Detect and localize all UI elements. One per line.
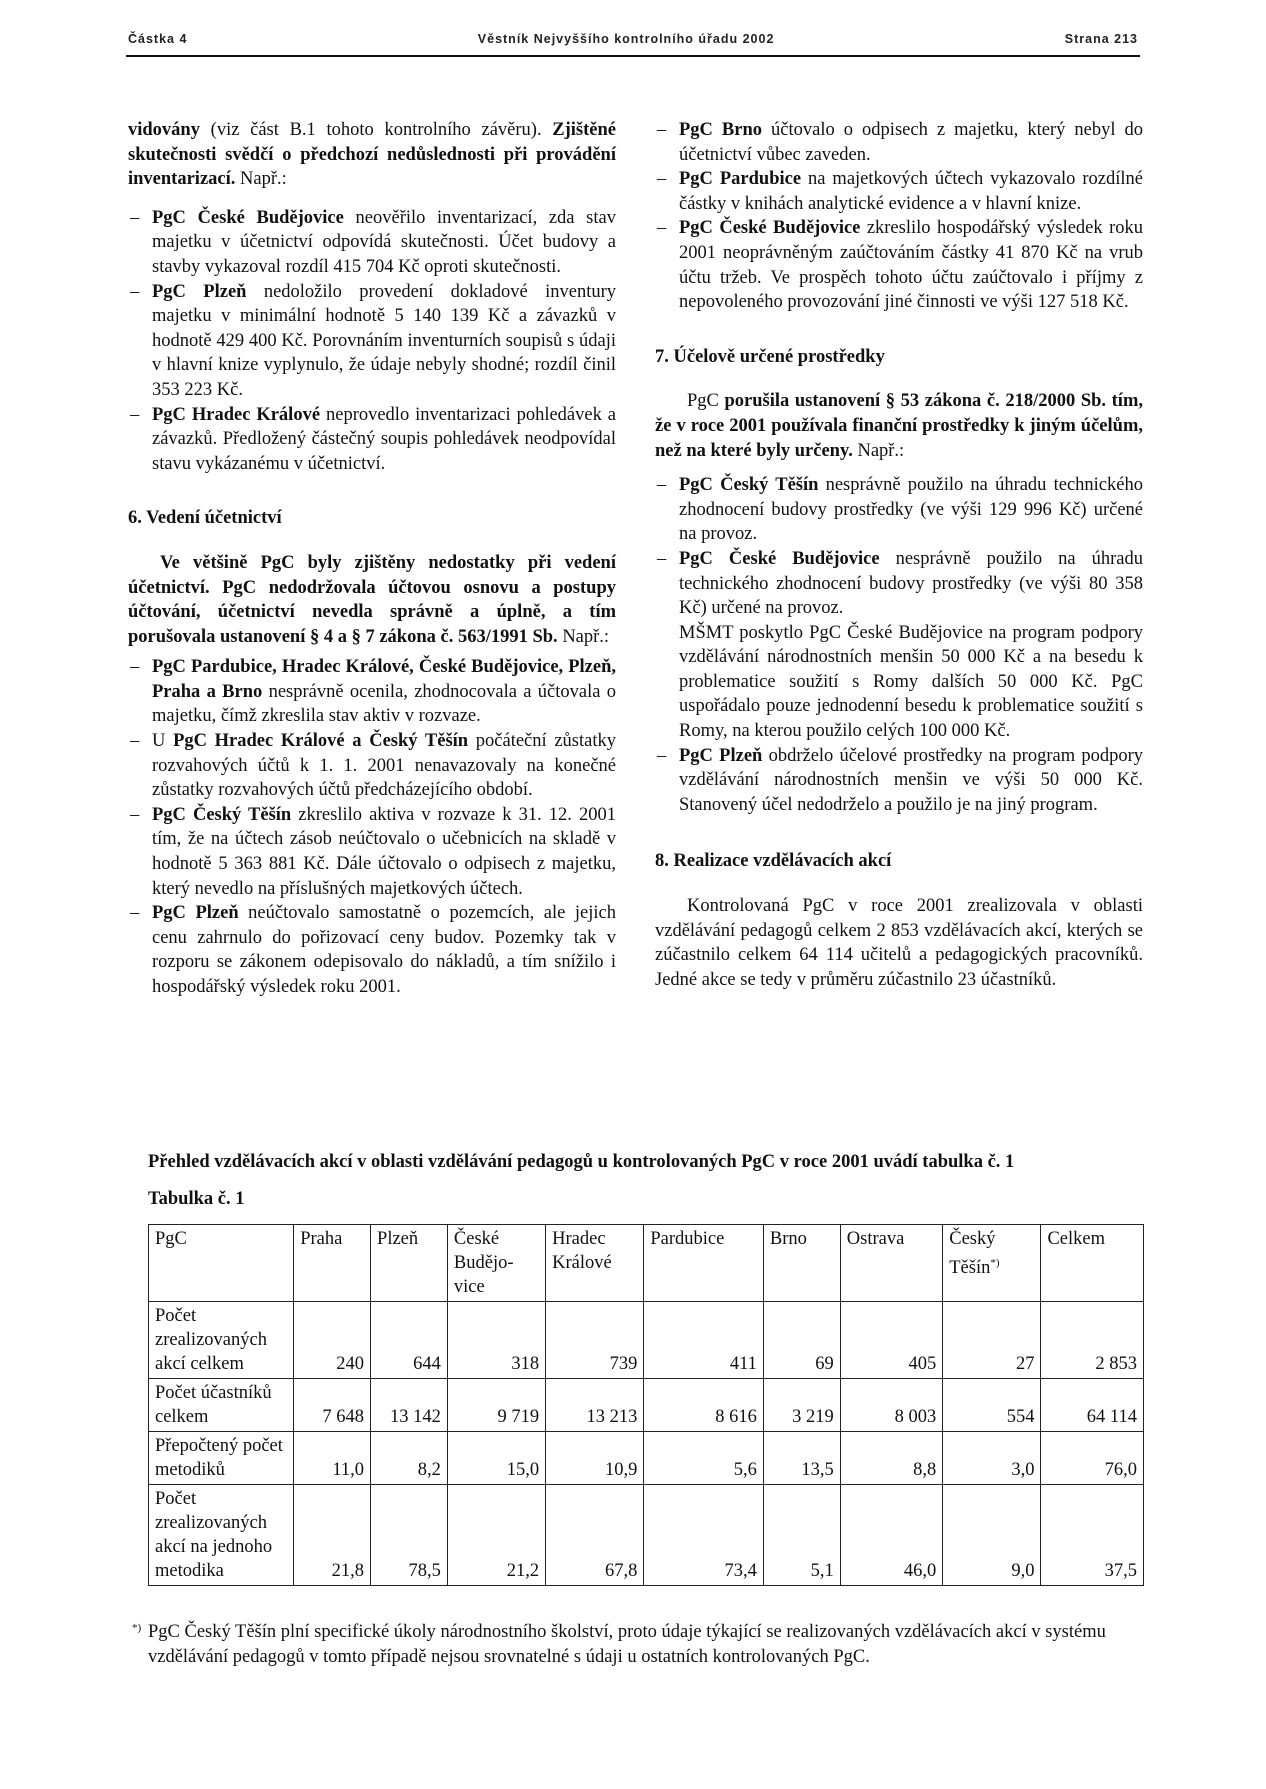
footnote-marker: *)	[132, 1622, 142, 1634]
section-7-tail: Např.:	[852, 440, 905, 461]
item-text: na majetkových účtech vykazovalo rozdílné částky v knihách analytické evidence a v hlavní knize.	[679, 169, 1143, 214]
column-header: Ostrava	[840, 1225, 942, 1302]
inventory-findings-list	[128, 206, 616, 477]
table-cell: 5,6	[644, 1432, 764, 1485]
table-cell: 21,8	[294, 1485, 371, 1586]
table-cell: 78,5	[371, 1485, 448, 1586]
table-cell: 405	[840, 1302, 942, 1379]
section-6-tail: Např.:	[557, 626, 610, 647]
column-header-text: Český Těšín	[949, 1229, 996, 1279]
training-events-table	[148, 1224, 1144, 1586]
column-header: Praha	[294, 1225, 371, 1302]
item-subject: PgC Český Těšín	[152, 804, 292, 825]
list-item	[655, 118, 1143, 167]
table-cell: 27	[943, 1302, 1041, 1379]
table-cell: 411	[644, 1302, 764, 1379]
table-cell: 15,0	[447, 1432, 545, 1485]
table-cell: 5,1	[763, 1485, 840, 1586]
header-divider	[126, 55, 1140, 57]
item-subject: PgC Pardubice, Hradec Králové, České Budějovice, Plzeň, Praha a Brno	[152, 657, 616, 702]
item-subject: PgC České Budějovice	[152, 207, 344, 228]
section-7-heading: 7. Účelově určené prostředky	[655, 346, 885, 367]
list-item	[128, 403, 616, 477]
table-cell: 73,4	[644, 1485, 764, 1586]
table-cell: 554	[943, 1379, 1041, 1432]
list-item	[655, 167, 1143, 216]
section-7-intro: PgC	[687, 391, 725, 412]
table-cell: 64 114	[1041, 1379, 1144, 1432]
table-cell: 13 142	[371, 1379, 448, 1432]
table-cell: 46,0	[840, 1485, 942, 1586]
table-cell: 2 853	[1041, 1302, 1144, 1379]
item-subject: PgC Český Těšín	[679, 475, 819, 496]
table-cell: 21,2	[447, 1485, 545, 1586]
footnote-marker: *)	[990, 1257, 1000, 1269]
section-6-paragraph	[128, 551, 616, 649]
item-subject: PgC Plzeň	[152, 903, 239, 924]
list-item	[655, 473, 1143, 547]
section-6-bold: Ve většině PgC byly zjištěny nedostatky při vedení účetnictví. PgC nedodržovala účtovou osnovu a postupy účtování, účetnictví nevedla správně a úplně, a tím porušovala ustanovení § 4 a § 7 zákona č. 563/1991 Sb.	[128, 552, 616, 647]
table-summary-line: Přehled vzdělávacích akcí v oblasti vzdělávání pedagogů u kontrolovaných PgC v roce 2001 uvádí tabulka č. 1	[148, 1152, 1015, 1172]
left-column	[128, 118, 616, 1000]
accounting-findings-continued-list	[655, 118, 1143, 315]
table-row	[149, 1302, 1144, 1379]
earmarked-funds-list	[655, 473, 1143, 621]
item-prefix: U	[152, 731, 174, 752]
table-cell: 9,0	[943, 1485, 1041, 1586]
column-header: Brno	[763, 1225, 840, 1302]
item-subject: PgC České Budějovice	[679, 218, 861, 239]
table-cell: 37,5	[1041, 1485, 1144, 1586]
list-item	[128, 901, 616, 999]
list-item	[655, 744, 1143, 818]
item-text: neověřilo inventarizací, zda stav majetku v účetnictví odpovídá skutečnosti. Účet budovy a stavby vykazoval rozdíl 415 704 Kč oproti skutečnosti.	[152, 207, 616, 277]
item-subject: PgC Brno	[679, 120, 763, 140]
section-6-heading: 6. Vedení účetnictví	[128, 508, 282, 529]
table-header-row	[149, 1225, 1144, 1302]
column-header: České Budějo-vice	[447, 1225, 545, 1302]
intro-tail: Např.:	[235, 169, 287, 190]
item-subject: PgC Plzeň	[679, 745, 763, 766]
table-cell: 8,2	[371, 1432, 448, 1485]
table-cell: 69	[763, 1302, 840, 1379]
table-row	[149, 1485, 1144, 1586]
table-cell: 7 648	[294, 1379, 371, 1432]
list-item	[655, 547, 1143, 621]
table-footnote	[132, 1620, 1138, 1669]
header-journal-title: Věstník Nejvyššího kontrolního úřadu 2002	[477, 32, 775, 46]
item-subject: PgC Hradec Králové	[152, 404, 321, 425]
table-cell: 3 219	[763, 1379, 840, 1432]
section-8-heading: 8. Realizace vzdělávacích akcí	[655, 851, 892, 872]
table-cell: 13,5	[763, 1432, 840, 1485]
header-issue: Částka 4	[128, 32, 188, 46]
row-label: Počet zrealizovaných akcí na jednoho metodika	[149, 1485, 294, 1586]
row-label: Počet účastníků celkem	[149, 1379, 294, 1432]
table-cell: 67,8	[546, 1485, 644, 1586]
item-text: nesprávně použilo na úhradu technického zhodnocení budovy prostředky (ve výši 80 358 Kč) určené na provoz.	[679, 548, 1143, 619]
running-header	[128, 32, 1138, 46]
msmt-paragraph: MŠMT poskytlo PgC České Budějovice na program podpory vzdělávání národnostních menšin 50 000 Kč a na besedu k problematice soužití s Romy dalších 50 000 Kč. PgC uspořádalo pouze jednodenní besedu k problematice soužití s Romy, na kterou použilo celých 100 000 Kč.	[679, 622, 1143, 742]
right-column	[655, 118, 1143, 992]
list-item	[128, 729, 616, 803]
earmarked-funds-list-continued	[655, 744, 1143, 818]
footnote-text: PgC Český Těšín plní specifické úkoly národnostního školství, proto údaje týkající se realizovaných vzdělávacích akcí v systému vzdělávání pedagogů v tomto případě nejsou srovnatelné s údaji u ostatních kontrolovaných PgC.	[148, 1622, 1106, 1667]
item-text: nedoložilo provedení dokladové inventury majetku v minimální hodnotě 5 140 139 Kč a závazků v hodnotě 429 400 Kč. Porovnáním inventurních soupisů s údaji v hlavní knize vyplynulo, že údaje nebyly shodné; rozdíl činil 353 223 Kč.	[152, 281, 617, 400]
item-text: počáteční zůstatky rozvahových účtů k 1. 1. 2001 nenavazovaly na konečné zůstatky rozvahových účtů předcházejícího období.	[152, 731, 616, 801]
item-subject: PgC Hradec Králové a Český Těšín	[173, 731, 469, 752]
column-header: Plzeň	[371, 1225, 448, 1302]
row-label: Počet zrealizovaných akcí celkem	[149, 1302, 294, 1379]
table-cell: 76,0	[1041, 1432, 1144, 1485]
table-label: Tabulka č. 1	[148, 1189, 245, 1209]
accounting-findings-list	[128, 655, 616, 999]
column-header: Celkem	[1041, 1225, 1144, 1302]
table-cell: 8 616	[644, 1379, 764, 1432]
list-item	[128, 803, 616, 901]
row-label: Přepočtený počet metodiků	[149, 1432, 294, 1485]
list-item	[128, 206, 616, 280]
table-cell: 8 003	[840, 1379, 942, 1432]
table-cell: 8,8	[840, 1432, 942, 1485]
item-subject: PgC Pardubice	[679, 169, 802, 190]
table-body	[149, 1302, 1144, 1586]
item-text: účtovalo o odpisech z majetku, který nebyl do účetnictví vůbec zaveden.	[679, 120, 1143, 165]
item-text: neúčtovalo samostatně o pozemcích, ale jejich cenu zahrnulo do pořizovací ceny budov. Pozemky tak v rozporu se zákonem odepisovalo do nákladů, a tím snížilo i hospodářský výsledek roku 2001.	[152, 903, 616, 997]
list-item	[655, 216, 1143, 314]
column-header: PgC	[149, 1225, 294, 1302]
table-cell: 10,9	[546, 1432, 644, 1485]
column-header	[943, 1225, 1041, 1302]
table-cell: 739	[546, 1302, 644, 1379]
table-row	[149, 1432, 1144, 1485]
item-subject: PgC České Budějovice	[679, 548, 880, 569]
item-subject: PgC Plzeň	[152, 281, 247, 302]
table-cell: 9 719	[447, 1379, 545, 1432]
table-cell: 318	[447, 1302, 545, 1379]
table-row	[149, 1379, 1144, 1432]
table-cell: 11,0	[294, 1432, 371, 1485]
section-7-paragraph	[655, 389, 1143, 463]
item-text: nesprávně použilo na úhradu technického zhodnocení budovy prostředky (ve výši 129 996 Kč) určené na provoz.	[679, 475, 1143, 545]
item-text: nesprávně ocenila, zhodnocovala a účtovala o majetku, čímž zkreslila stav aktiv v rozvaze.	[152, 681, 616, 727]
table-cell: 240	[294, 1302, 371, 1379]
intro-bold-finding: Zjištěné skutečnosti svědčí o předchozí nedůslednosti při provádění inventarizací.	[128, 120, 616, 190]
intro-bold-start: vidovány	[128, 120, 200, 140]
column-header: Pardubice	[644, 1225, 764, 1302]
table-cell: 3,0	[943, 1432, 1041, 1485]
item-text: obdrželo účelové prostředky na program podpory vzdělávání národnostních menšin ve výši 50 000 Kč. Stanovený účel nedodrželo a použilo je na jiný program.	[679, 745, 1144, 815]
item-text: zkreslilo hospodářský výsledek roku 2001 neoprávněným zaúčtováním částky 41 870 Kč na vrub účtu tržeb. Ve prospěch tohoto účtu zaúčtovalo i příjmy z nepovoleného provozování jiné činnosti ve výši 127 518 Kč.	[679, 218, 1143, 313]
column-header: Hradec Králové	[546, 1225, 644, 1302]
item-text: zkreslilo aktiva v rozvaze k 31. 12. 2001 tím, že na účtech zásob neúčtovalo o učebnicích na skladě v hodnotě 5 363 881 Kč. Dále účtovalo o odpisech z majetku, který nevedlo na příslušných majetkových účtech.	[152, 804, 616, 899]
item-text: neprovedlo inventarizaci pohledávek a závazků. Předložený částečný soupis pohledávek neodpovídal stavu vykázanému v účetnictví.	[152, 404, 616, 474]
list-item	[128, 655, 616, 729]
section-7-bold: porušila ustanovení § 53 zákona č. 218/2000 Sb. tím, že v roce 2001 používala finanční prostředky k jiným účelům, než na které byly určeny.	[655, 391, 1143, 461]
section-8-paragraph: Kontrolovaná PgC v roce 2001 zrealizovala v oblasti vzdělávání pedagogů celkem 2 853 vzdělávacích akcí, kterých se zúčastnilo celkem 64 114 učitelů a pedagogických pracovníků. Jedné akce se tedy v průměru zúčastnilo 23 účastníků.	[655, 896, 1143, 990]
table-cell: 644	[371, 1302, 448, 1379]
table-cell: 13 213	[546, 1379, 644, 1432]
list-item	[128, 280, 616, 403]
intro-normal: (viz část B.1 tohoto kontrolního závěru).	[199, 120, 553, 140]
header-page-number: Strana 213	[1064, 32, 1138, 46]
intro-paragraph	[128, 118, 616, 192]
